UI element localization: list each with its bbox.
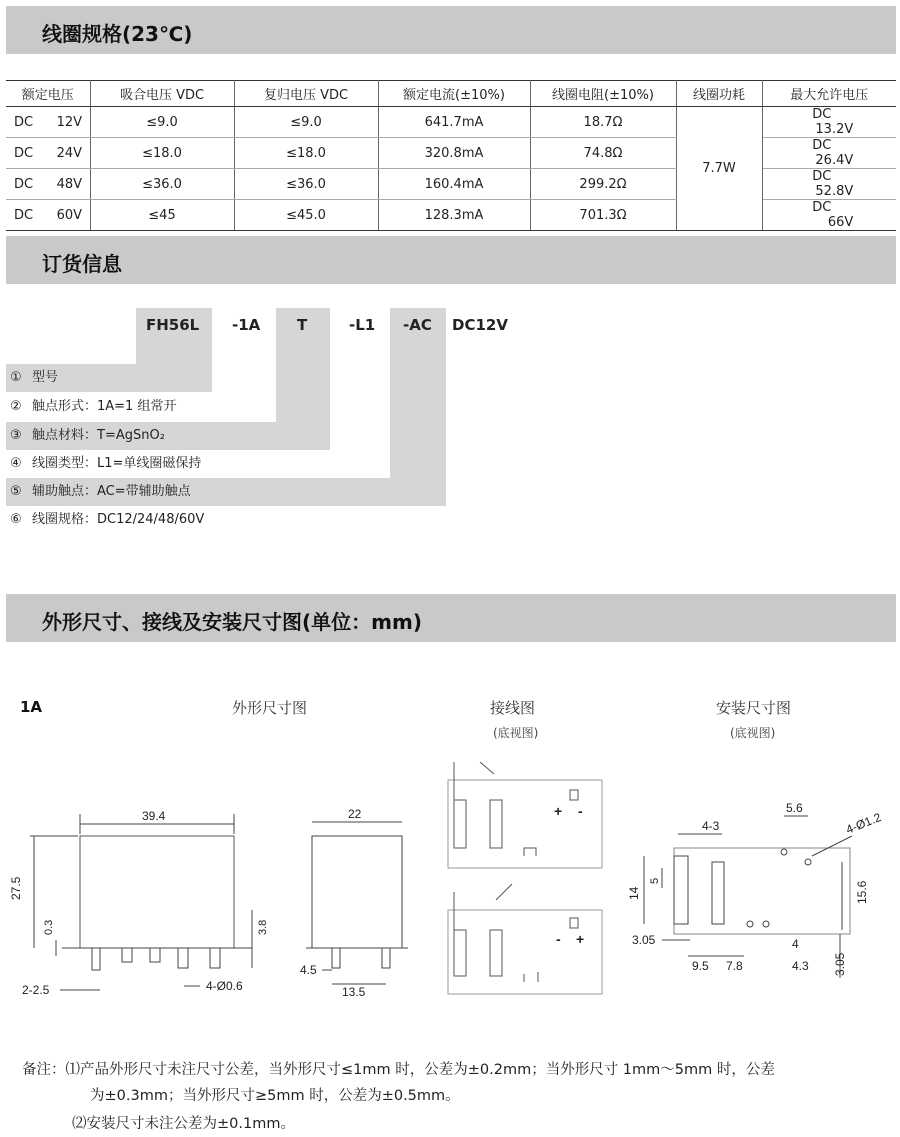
item-number: ⑥ (10, 512, 22, 527)
dc-label: DC (14, 145, 34, 161)
current-cell: 128.3mA (378, 200, 530, 231)
item-text: 线圈规格：DC12/24/48/60V (32, 512, 205, 527)
release-cell: ≤9.0 (234, 107, 378, 138)
order-item (6, 395, 176, 419)
relay-body (80, 836, 234, 948)
section-header-coil-spec (6, 6, 896, 54)
order-item (6, 424, 165, 448)
code-part-model: FH56L (146, 316, 200, 334)
dim-gap: 0.3 (43, 919, 55, 935)
wiring-top-minus: - (578, 803, 583, 819)
dc-label: DC (812, 107, 832, 122)
variant-label: 1A (20, 698, 43, 716)
pin (332, 948, 340, 968)
dc-label: DC (14, 207, 34, 223)
dim-side-width: 22 (348, 807, 362, 821)
table-row (6, 169, 896, 200)
rated-voltage-cell (6, 169, 90, 200)
item-number: ③ (10, 428, 22, 443)
order-item (6, 452, 201, 476)
dim-a: 4-3 (702, 819, 720, 833)
dim-height: 27.5 (9, 876, 23, 900)
dim-pin-height: 3.8 (257, 919, 269, 935)
pin (382, 948, 390, 968)
resistance-cell: 74.8Ω (530, 138, 676, 169)
order-item (6, 508, 204, 532)
item-number: ② (10, 399, 22, 414)
max-voltage-cell (762, 138, 896, 169)
pin (122, 948, 132, 962)
notes-label: 备注： (22, 1062, 66, 1078)
voltage-value: 24V (56, 145, 82, 161)
pickup-cell: ≤45 (90, 200, 234, 231)
section-header-dimensions (6, 594, 896, 642)
dim-pin-length: 4.5 (300, 963, 317, 977)
wiring-bottom-frame (448, 910, 602, 994)
switch-line (480, 762, 494, 774)
dc-label: DC (14, 176, 34, 192)
mount-hole (747, 921, 753, 927)
code-part-coil-type: -L1 (349, 316, 376, 334)
dim-b: 5.6 (786, 801, 803, 815)
section-title: 线圈规格(23℃) (42, 22, 193, 46)
wiring-bottom-plus: + (576, 931, 585, 947)
table-header-row (6, 81, 896, 107)
pickup-cell: ≤36.0 (90, 169, 234, 200)
col-header: 最大允许电压 (762, 81, 896, 107)
pickup-cell: ≤9.0 (90, 107, 234, 138)
rated-voltage-cell (6, 138, 90, 169)
wiring-subtitle: (底视图) (493, 726, 539, 740)
outline-side-drawing (296, 800, 426, 1010)
notes-line-2: 为±0.3mm；当外形尺寸≥5mm 时，公差为±0.5mm。 (90, 1088, 460, 1104)
dim-pin-span: 13.5 (342, 985, 366, 999)
switch-line (496, 884, 512, 900)
coil-icon (570, 918, 578, 928)
mount-outline (674, 848, 850, 934)
resistance-cell: 299.2Ω (530, 169, 676, 200)
dim-hole: 4-Ø0.6 (206, 979, 243, 993)
outline-title: 外形尺寸图 (232, 699, 308, 717)
resistance-cell: 18.7Ω (530, 107, 676, 138)
pin (92, 948, 100, 970)
release-cell: ≤45.0 (234, 200, 378, 231)
voltage-value: 12V (56, 114, 82, 130)
coil-spec-table (6, 80, 896, 231)
item-text: 触点形式：1A=1 组常开 (32, 399, 177, 414)
aux-contact-icon (524, 972, 538, 982)
col-header: 吸合电压 VDC (90, 81, 234, 107)
wiring-title: 接线图 (490, 699, 536, 717)
mount-hole (805, 859, 811, 865)
voltage-value: 52.8V (815, 184, 854, 199)
col-header: 线圈电阻(±10%) (530, 81, 676, 107)
notes-text: ⑴产品外形尺寸未注尺寸公差，当外形尺寸≤1mm 时，公差为±0.2mm；当外形尺寸 1mm～5mm 时，公差 (65, 1062, 775, 1078)
max-voltage-cell (762, 200, 896, 231)
rated-voltage-cell (6, 200, 90, 231)
leader-line (812, 836, 852, 856)
terminal-slot (674, 856, 688, 924)
current-cell: 320.8mA (378, 138, 530, 169)
resistance-cell: 701.3Ω (530, 200, 676, 231)
release-cell: ≤36.0 (234, 169, 378, 200)
order-item (6, 480, 191, 504)
terminal (454, 800, 466, 848)
wiring-bottom-minus: - (556, 931, 561, 947)
dim-k: 4.3 (792, 959, 809, 973)
code-part-aux: -AC (403, 316, 432, 334)
notes-line-3: ⑵安装尺寸未注公差为±0.1mm。 (72, 1116, 295, 1132)
power-cell: 7.7W (676, 107, 762, 231)
item-text: 触点材料：T=AgSnO₂ (32, 428, 165, 443)
mount-title: 安装尺寸图 (716, 699, 792, 717)
voltage-value: 66V (827, 215, 854, 230)
rated-voltage-cell (6, 107, 90, 138)
dim-h: 4 (792, 937, 799, 951)
dc-label: DC (812, 169, 832, 184)
pin (178, 948, 188, 968)
mount-hole (781, 849, 787, 855)
table-row (6, 138, 896, 169)
section-title: 订货信息 (42, 252, 122, 276)
table-row (6, 200, 896, 231)
code-bracket (390, 308, 446, 506)
col-header: 线圈功耗 (676, 81, 762, 107)
current-cell: 160.4mA (378, 169, 530, 200)
terminal (490, 930, 502, 976)
item-number: ④ (10, 456, 22, 471)
coil-icon (570, 790, 578, 800)
terminal (490, 800, 502, 848)
wiring-top-plus: + (554, 803, 563, 819)
table-row (6, 107, 896, 138)
notes-line-1 (22, 1057, 775, 1083)
release-cell: ≤18.0 (234, 138, 378, 169)
dim-width: 39.4 (142, 809, 166, 823)
relay-side-body (312, 836, 402, 948)
dim-f: 15.6 (855, 880, 869, 904)
dc-label: DC (14, 114, 34, 130)
current-cell: 641.7mA (378, 107, 530, 138)
terminal-slot (712, 862, 724, 924)
col-header: 额定电压 (6, 81, 90, 107)
max-voltage-cell (762, 107, 896, 138)
outline-front-drawing (0, 790, 290, 1010)
dim-e: 14 (627, 886, 641, 900)
aux-contact-icon (524, 848, 536, 856)
order-item (6, 366, 58, 390)
mount-hole (763, 921, 769, 927)
item-text: 型号 (32, 370, 59, 385)
terminal (454, 930, 466, 976)
section-title: 外形尺寸、接线及安装尺寸图(单位：mm) (42, 610, 422, 634)
pin (210, 948, 220, 968)
dim-c: 4-Ø1.2 (843, 810, 884, 837)
code-part-coil-spec: DC12V (452, 316, 508, 334)
code-part-material: T (297, 316, 308, 334)
section-header-ordering (6, 236, 896, 284)
code-part-contact: -1A (232, 316, 261, 334)
item-text: 辅助触点：AC=带辅助触点 (32, 484, 191, 499)
dim-pin-pitch: 2-2.5 (22, 983, 50, 997)
dc-label: DC (812, 138, 832, 153)
dim-d: 5 (649, 877, 661, 884)
item-text: 线圈类型：L1=单线圈磁保持 (32, 456, 202, 471)
dc-label: DC (812, 200, 832, 215)
dim-i: 9.5 (692, 959, 709, 973)
voltage-value: 26.4V (815, 153, 854, 168)
mount-subtitle: (底视图) (730, 726, 776, 740)
item-number: ① (10, 370, 22, 385)
dim-j: 7.8 (726, 959, 743, 973)
mount-drawing (626, 796, 896, 986)
voltage-value: 60V (56, 207, 82, 223)
pickup-cell: ≤18.0 (90, 138, 234, 169)
dim-l: 3.05 (833, 952, 847, 976)
voltage-value: 48V (56, 176, 82, 192)
max-voltage-cell (762, 169, 896, 200)
voltage-value: 13.2V (815, 122, 854, 137)
wiring-diagram (440, 752, 610, 1002)
col-header: 额定电流(±10%) (378, 81, 530, 107)
dim-g: 3.05 (632, 933, 656, 947)
wiring-top-frame (448, 780, 602, 868)
col-header: 复归电压 VDC (234, 81, 378, 107)
item-number: ⑤ (10, 484, 22, 499)
pin (150, 948, 160, 962)
